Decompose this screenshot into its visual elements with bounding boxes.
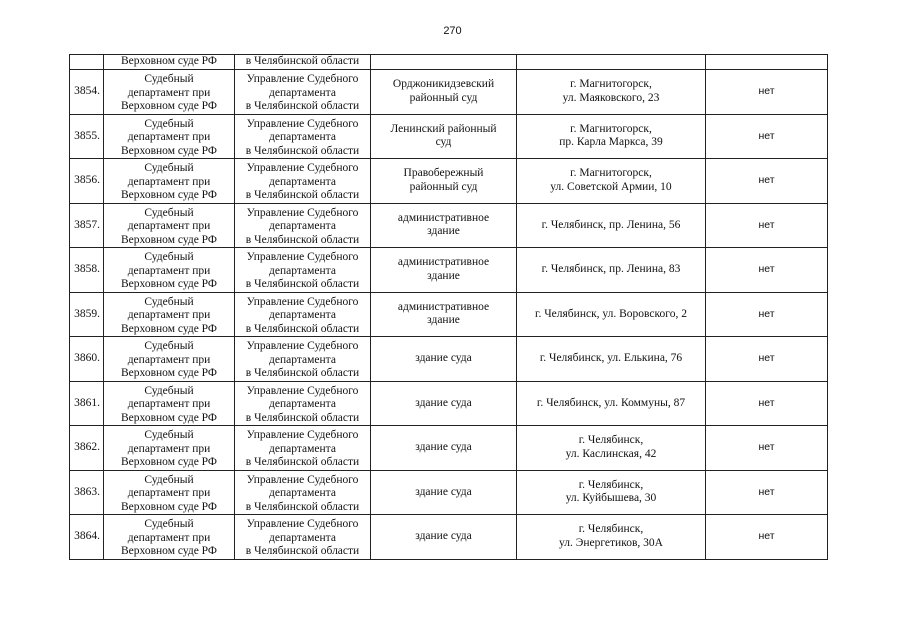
- cell-address: [517, 70, 706, 115]
- cell-building-line: Орджоникидзевский: [392, 78, 495, 91]
- cell-department: [104, 470, 235, 515]
- cell-office-line: Управление Судебного: [246, 518, 359, 530]
- cell-building: [371, 470, 517, 515]
- cell-building-line: административное: [397, 300, 490, 313]
- cell-department-line: Судебный: [144, 251, 194, 263]
- cell-number: 3863.: [70, 470, 104, 515]
- cell-value: нет: [706, 515, 828, 560]
- cell-address-line: г. Челябинск, пр. Ленина, 83: [541, 263, 681, 275]
- cell-department: [104, 426, 235, 471]
- cell-office: [235, 337, 371, 382]
- cell-address-line: ул. Советской Армии, 10: [550, 180, 672, 193]
- cell-office-line: Управление Судебного: [246, 473, 359, 486]
- cell-department-line: департамент при: [127, 531, 211, 544]
- cell-office-line: в Челябинской области: [245, 189, 360, 201]
- cell-department-line: Верховном суде РФ: [121, 189, 217, 201]
- cell-address: [517, 248, 706, 293]
- cell-building-line: здание: [427, 269, 460, 282]
- cell-building-line: здание суда: [415, 530, 472, 542]
- cell-address: [517, 470, 706, 515]
- cell-address: [517, 55, 706, 70]
- table-row: [70, 337, 828, 382]
- cell-office-line: департамента: [269, 487, 336, 499]
- cell-building-line: Ленинский районный: [390, 122, 497, 135]
- cell-value: [706, 55, 828, 70]
- cell-address-line: г. Челябинск,: [578, 478, 644, 491]
- cell-value: нет: [706, 159, 828, 204]
- cell-department-line: Верховном суде РФ: [121, 367, 217, 379]
- cell-building: [371, 426, 517, 471]
- cell-department-line: департамент при: [127, 398, 211, 410]
- cell-value: нет: [706, 470, 828, 515]
- cell-department-line: департамент при: [127, 442, 211, 455]
- table-row: [70, 470, 828, 515]
- table-row: [70, 159, 828, 204]
- table-body: [70, 55, 828, 560]
- cell-office: [235, 470, 371, 515]
- cell-office-line: департамента: [269, 442, 336, 455]
- cell-department-line: Судебный: [144, 340, 194, 352]
- cell-building-line: здание суда: [415, 352, 472, 364]
- cell-office-line: в Челябинской области: [245, 456, 360, 468]
- cell-building-line: Правобережный: [403, 167, 484, 180]
- table-row: [70, 515, 828, 560]
- cell-number: 3864.: [70, 515, 104, 560]
- cell-number: 3861.: [70, 381, 104, 426]
- cell-building-line: суд: [435, 136, 452, 149]
- table-row: [70, 248, 828, 293]
- cell-building: [371, 337, 517, 382]
- cell-department-line: Верховном суде РФ: [121, 411, 217, 424]
- cell-department-line: департамент при: [127, 131, 211, 143]
- cell-office: [235, 381, 371, 426]
- cell-building-line: здание: [427, 225, 460, 238]
- cell-office-line: в Челябинской области: [245, 100, 360, 112]
- cell-office-line: Управление Судебного: [246, 384, 359, 397]
- cell-department-line: департамент при: [127, 309, 211, 321]
- property-table: [69, 54, 828, 560]
- cell-office: [235, 159, 371, 204]
- cell-address-line: г. Челябинск, ул. Елькина, 76: [539, 352, 683, 364]
- cell-building: [371, 203, 517, 248]
- cell-department-line: Верховном суде РФ: [121, 278, 217, 290]
- table-row: [70, 292, 828, 337]
- cell-office-line: в Челябинской области: [245, 500, 360, 513]
- cell-department: [104, 203, 235, 248]
- cell-office-line: Управление Судебного: [246, 429, 359, 441]
- cell-building-line: здание суда: [415, 441, 472, 453]
- cell-building-line: районный суд: [409, 180, 478, 193]
- cell-department: [104, 292, 235, 337]
- cell-department-line: Верховном суде РФ: [121, 100, 217, 112]
- cell-number: 3858.: [70, 248, 104, 293]
- cell-office-line: департамента: [269, 220, 336, 232]
- cell-department-line: Верховном суде РФ: [121, 233, 217, 246]
- cell-department-line: Судебный: [144, 73, 194, 85]
- cell-department-line: департамент при: [127, 353, 211, 366]
- table-row: [70, 203, 828, 248]
- cell-department-line: Судебный: [144, 429, 194, 441]
- cell-department: [104, 515, 235, 560]
- cell-address-line: г. Челябинск, пр. Ленина, 56: [541, 218, 681, 231]
- cell-address-line: г. Челябинск,: [578, 523, 644, 536]
- cell-address-line: ул. Куйбышева, 30: [565, 492, 657, 505]
- cell-number: 3854.: [70, 70, 104, 115]
- cell-office-line: в Челябинской области: [245, 367, 360, 379]
- cell-office-line: департамента: [269, 86, 336, 99]
- cell-building: [371, 114, 517, 159]
- cell-office: [235, 426, 371, 471]
- cell-department-line: Судебный: [144, 384, 194, 397]
- cell-office-line: в Челябинской области: [245, 322, 360, 335]
- continuation-row: [70, 55, 828, 70]
- cell-address-line: г. Челябинск, ул. Воровского, 2: [535, 307, 687, 320]
- cell-address: [517, 159, 706, 204]
- cell-office-line: департамента: [269, 264, 336, 277]
- cell-department: [104, 114, 235, 159]
- cell-address: [517, 203, 706, 248]
- cell-office-line: Управление Судебного: [246, 340, 359, 352]
- cell-office: [235, 203, 371, 248]
- cell-office-line: департамента: [269, 398, 336, 410]
- cell-department-line: департамент при: [127, 264, 211, 277]
- cell-value: нет: [706, 381, 828, 426]
- cell-office-line: департамента: [269, 309, 336, 321]
- cell-building-line: административное: [397, 211, 490, 224]
- cell-department: [104, 70, 235, 115]
- cell-value: нет: [706, 114, 828, 159]
- cell-building: [371, 248, 517, 293]
- cell-number: 3862.: [70, 426, 104, 471]
- cell-office: [235, 114, 371, 159]
- cell-office-line: Управление Судебного: [246, 117, 359, 130]
- cell-department: [104, 381, 235, 426]
- cell-address: [517, 292, 706, 337]
- cell-department-line: Судебный: [144, 473, 194, 486]
- cell-number: [70, 55, 104, 70]
- cell-number: 3856.: [70, 159, 104, 204]
- cell-number: 3855.: [70, 114, 104, 159]
- cell-department-line: департамент при: [127, 220, 211, 232]
- cell-building-line: административное: [397, 256, 490, 269]
- cell-office: [235, 70, 371, 115]
- cell-number: 3859.: [70, 292, 104, 337]
- cell-building: [371, 159, 517, 204]
- cell-number: 3860.: [70, 337, 104, 382]
- cell-value: нет: [706, 248, 828, 293]
- cell-address: [517, 337, 706, 382]
- cell-address-line: ул. Маяковского, 23: [562, 91, 660, 104]
- cell-number: 3857.: [70, 203, 104, 248]
- table-row: [70, 381, 828, 426]
- cell-office: [235, 248, 371, 293]
- cell-value: нет: [706, 70, 828, 115]
- cell-office-line: департамента: [269, 353, 336, 366]
- cell-office-line: Управление Судебного: [246, 162, 359, 174]
- cell-address: [517, 114, 706, 159]
- cell-value: нет: [706, 426, 828, 471]
- cell-address-line: ул. Каслинская, 42: [565, 447, 657, 460]
- cell-department-line: Верховном суде РФ: [121, 144, 217, 157]
- cell-office-line: в Челябинской области: [245, 278, 360, 290]
- page-number: 270: [443, 25, 462, 37]
- cell-building-line: здание суда: [415, 485, 472, 498]
- cell-department-line: Верховном суде РФ: [121, 545, 217, 557]
- cell-building-line: здание: [427, 314, 460, 327]
- cell-office: [235, 292, 371, 337]
- cell-office-line: в Челябинской области: [245, 545, 360, 557]
- cell-office-line: в Челябинской области: [245, 411, 360, 424]
- table-row: [70, 70, 828, 115]
- cell-department-line: Верховном суде РФ: [121, 322, 217, 335]
- cell-building: [371, 55, 517, 70]
- cell-department-line: Судебный: [144, 162, 194, 174]
- cell-address: [517, 381, 706, 426]
- cell-department: Верховном суде РФ: [104, 55, 235, 70]
- cell-address-line: г. Челябинск,: [578, 434, 644, 447]
- cell-department-line: Верховном суде РФ: [121, 456, 217, 468]
- table-row: [70, 426, 828, 471]
- cell-address-line: г. Челябинск, ул. Коммуны, 87: [536, 396, 686, 409]
- cell-office-line: департамента: [269, 175, 336, 188]
- cell-department-line: департамент при: [127, 86, 211, 99]
- cell-value: нет: [706, 337, 828, 382]
- cell-building-line: здание суда: [415, 396, 472, 409]
- cell-address-line: г. Магнитогорск,: [570, 78, 652, 91]
- cell-address-line: пр. Карла Маркса, 39: [559, 136, 663, 149]
- cell-building: [371, 70, 517, 115]
- cell-office-line: в Челябинской области: [245, 233, 360, 246]
- cell-office-line: Управление Судебного: [246, 206, 359, 219]
- cell-office-line: Управление Судебного: [246, 73, 359, 85]
- cell-building: [371, 292, 517, 337]
- cell-office: в Челябинской области: [235, 55, 371, 70]
- cell-address-line: ул. Энергетиков, 30А: [559, 536, 663, 549]
- cell-office-line: Управление Судебного: [246, 295, 359, 308]
- cell-department-line: Судебный: [144, 518, 194, 530]
- cell-value: нет: [706, 203, 828, 248]
- cell-department: [104, 159, 235, 204]
- cell-department-line: Верховном суде РФ: [121, 500, 217, 513]
- cell-department: [104, 248, 235, 293]
- cell-office-line: департамента: [269, 131, 336, 143]
- cell-department-line: департамент при: [127, 487, 211, 499]
- cell-building: [371, 515, 517, 560]
- cell-office-line: департамента: [269, 531, 336, 544]
- cell-address-line: г. Магнитогорск,: [570, 167, 652, 180]
- cell-office-line: Управление Судебного: [246, 251, 359, 263]
- cell-address: [517, 515, 706, 560]
- cell-office: [235, 515, 371, 560]
- cell-address: [517, 426, 706, 471]
- cell-department-line: Судебный: [144, 206, 194, 219]
- cell-department: [104, 337, 235, 382]
- cell-department-line: Судебный: [144, 295, 194, 308]
- cell-office-line: в Челябинской области: [245, 144, 360, 157]
- cell-department-line: Судебный: [144, 117, 194, 130]
- cell-building: [371, 381, 517, 426]
- cell-building-line: районный суд: [409, 91, 478, 104]
- cell-department-line: департамент при: [127, 175, 211, 188]
- table-row: [70, 114, 828, 159]
- cell-address-line: г. Магнитогорск,: [570, 122, 652, 135]
- cell-value: нет: [706, 292, 828, 337]
